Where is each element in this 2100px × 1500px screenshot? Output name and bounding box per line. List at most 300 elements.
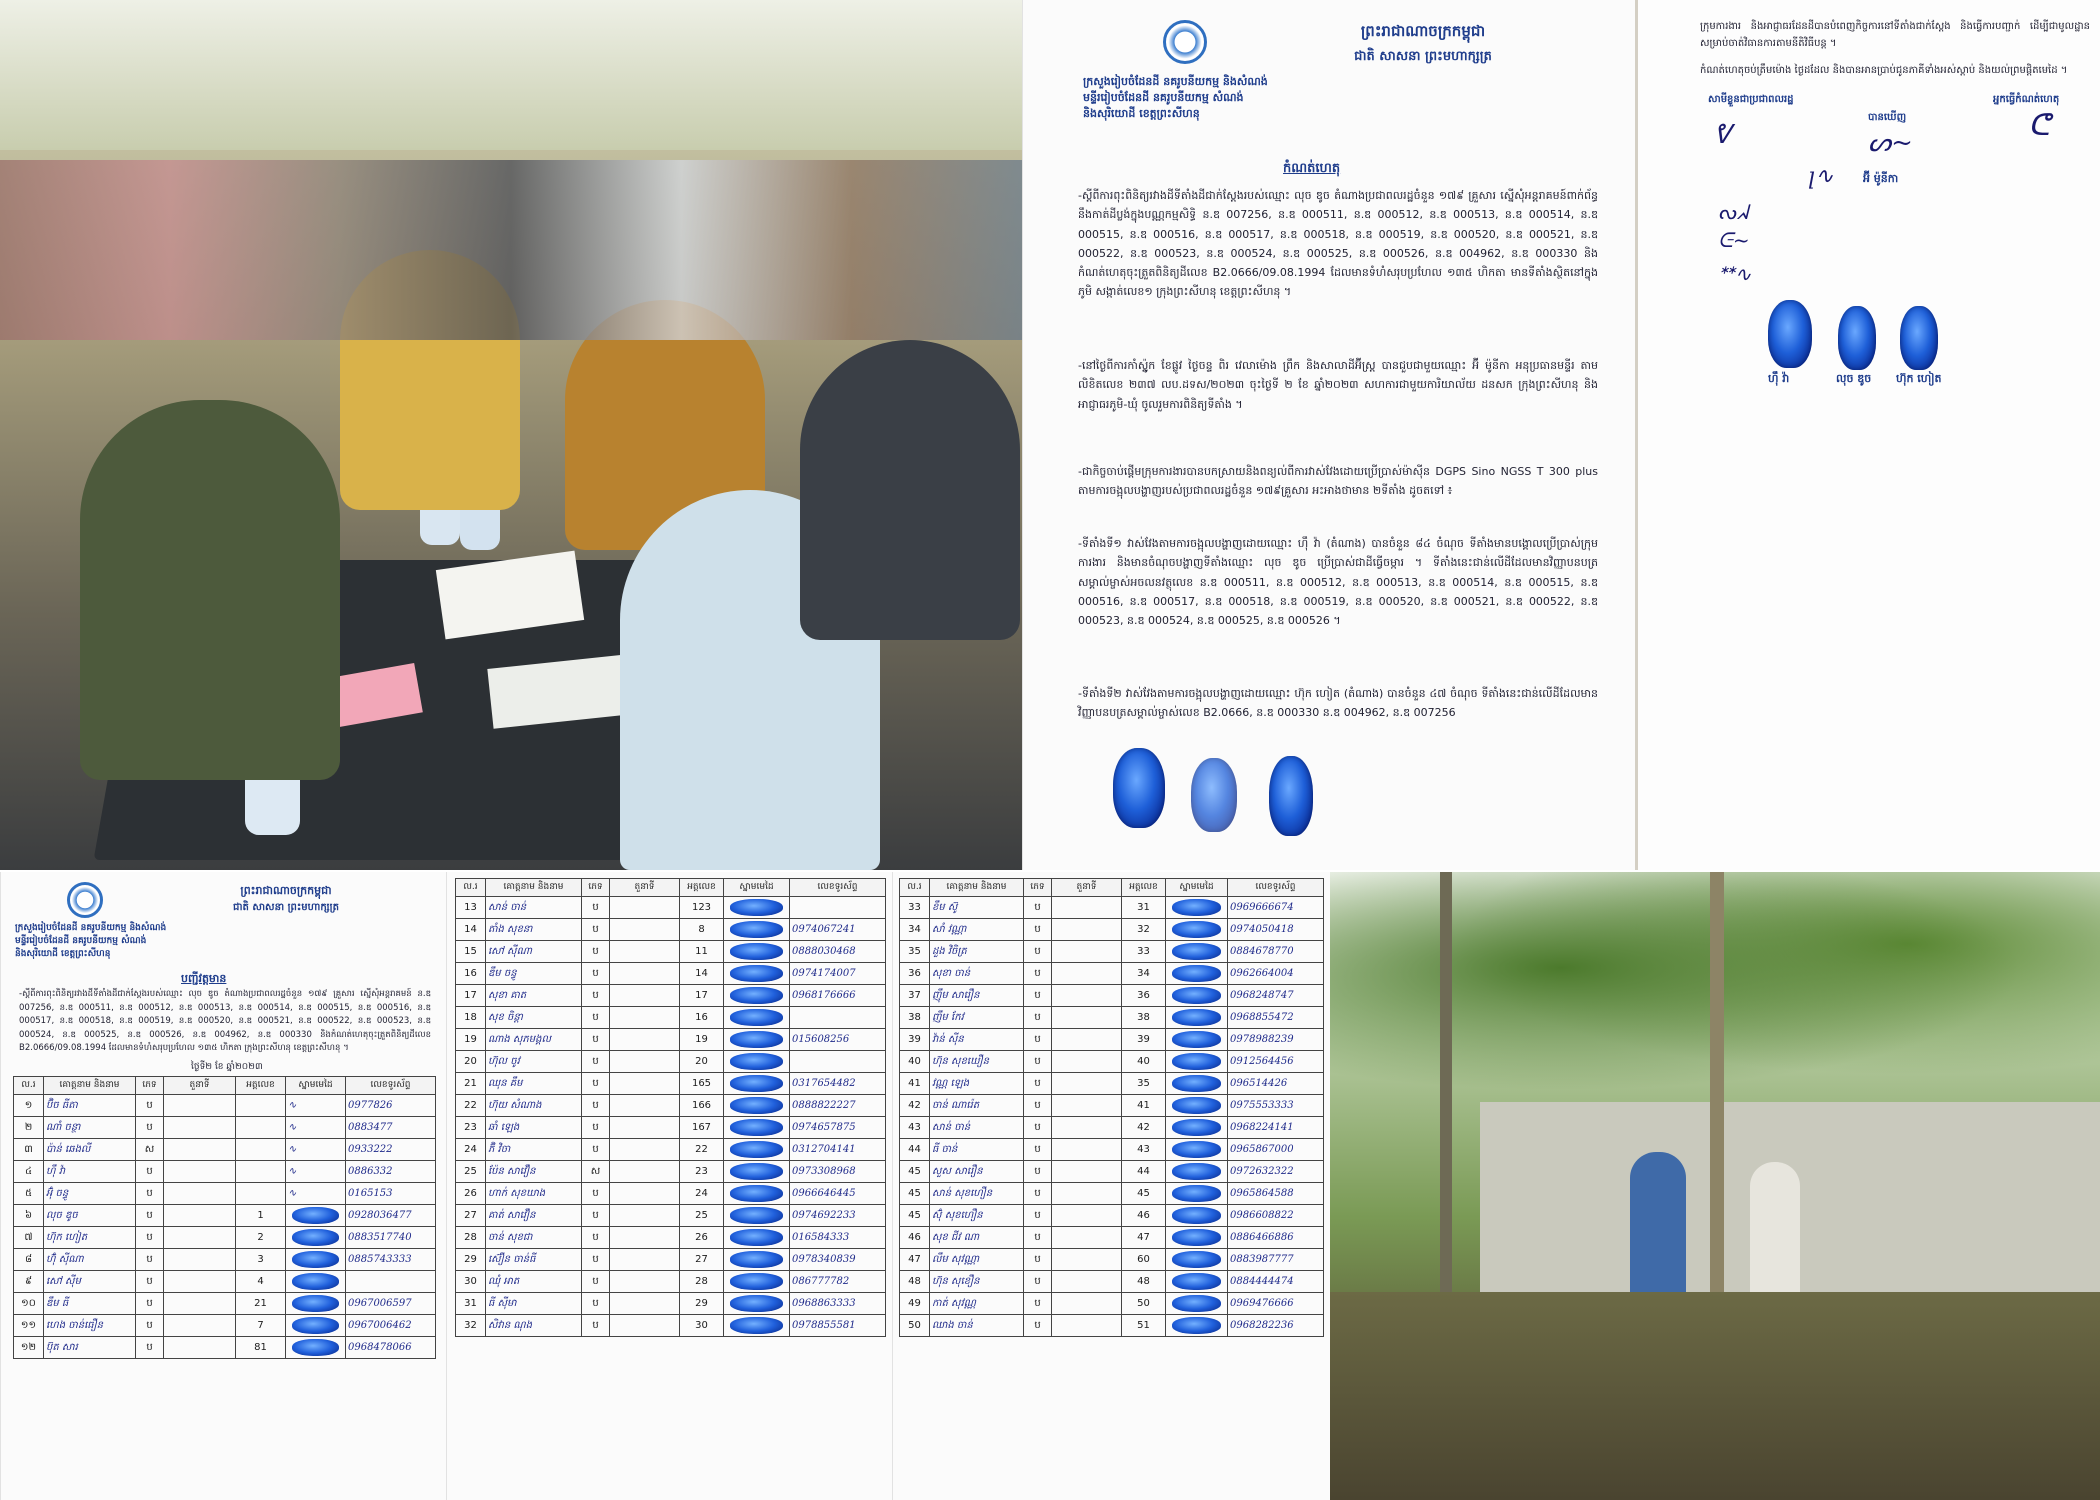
fingerprint-icon: [724, 1029, 790, 1051]
person-sex: ប: [582, 1095, 610, 1117]
kingdom-motto: ជាតិ សាសនា ព្រះមហាក្សត្រ: [1354, 49, 1492, 64]
person-role: [610, 1227, 680, 1249]
row-number: 40: [900, 1051, 930, 1073]
fingerprint-icon: [724, 1117, 790, 1139]
person-role: [1052, 1315, 1122, 1337]
letter-paragraph-1: -ស្ដីពីការពុះពិនិត្យរវាងដីទីតាំងដីជាក់ស្ដែងរបស់ឈ្មោះ លុច ឌូច តំណាងប្រជាពលរដ្ឋចំនួន ១៧៩ គ្រួសារ ស្នើសុំអន្តរាគមន៍ពាក់ព័ន្ធនឹងកាត់ដីប្លង់ក្នុងបណ្ណកម្មសិទ្ធិ ន.ឌ 007256, ន.ឌ 000511, ន.ឌ 000512, ន.ឌ 000513, ន.ឌ 000514, ន.ឌ 000515, ន.ឌ 000516, ន.ឌ 000517, ន.ឌ 000518, ន.ឌ 000519, ន.ឌ 000520, ន.ឌ 000521, ន.ឌ 000522, ន.ឌ 000523, ន.ឌ 000524, ន.ឌ 000525, ន.ឌ 000526, ន.ឌ 004962, ន.ឌ 000330 និង កំណត់ហេតុចុះត្រួតពិនិត្យដីលេខ B2.0666/09.08.1994 ដែលមានទំហំសរុបប្រហែល ១៣៥ ហិកតា មានទីតាំងស្ថិតនៅក្នុងភូមិ សង្កាត់លេខ១ ក្រុងព្រះសីហនុ ខេត្តព្រះសីហនុ ។: [1078, 189, 1598, 299]
kingdom-title: ព្រះរាជាណាចក្រកម្ពុជា: [1360, 22, 1486, 40]
person-name: ហ៊ឹ វ៉ា: [44, 1161, 136, 1183]
person-number: 35: [1122, 1073, 1166, 1095]
person-sex: ប: [582, 897, 610, 919]
table-row: [14, 1095, 436, 1117]
fingerprint-icon: [1166, 1315, 1228, 1337]
kingdom-motto: ជាតិ សាសនា ព្រះមហាក្សត្រ: [233, 902, 339, 913]
row-number: 13: [456, 897, 486, 919]
table-row: [456, 1073, 886, 1095]
ministry-logo-icon: [67, 882, 103, 918]
table-row: [900, 1007, 1324, 1029]
fingerprint-icon: [286, 1205, 346, 1227]
person-number: 7: [236, 1315, 286, 1337]
signature-page: [1635, 0, 2100, 870]
person-number: 17: [680, 985, 724, 1007]
photo-field-meeting: [0, 0, 1022, 870]
person-role: [1052, 1117, 1122, 1139]
row-number: 30: [456, 1271, 486, 1293]
table-row: [456, 985, 886, 1007]
person-sex: ប: [582, 1293, 610, 1315]
person-name: ខឹម ស៊ូ: [930, 897, 1024, 919]
table-row: [900, 1249, 1324, 1271]
person-number: 28: [680, 1271, 724, 1293]
fingerprint-icon: [1166, 1051, 1228, 1073]
person-role: [610, 1205, 680, 1227]
row-number: 15: [456, 941, 486, 963]
table-row: [456, 1315, 886, 1337]
column-header: ល.រ: [900, 879, 930, 897]
column-header: ភេទ: [582, 879, 610, 897]
person-name: ហ៊ុន សុខឿន: [930, 1271, 1024, 1293]
person-sex: ប: [582, 1205, 610, 1227]
person-name: ហេង ចាន់ធឿន: [44, 1315, 136, 1337]
fingerprint-icon: [724, 1249, 790, 1271]
photo-person-green-shirt: [80, 400, 340, 780]
person-sex: ប: [1024, 1315, 1052, 1337]
column-header: ស្នាមមេដៃ: [1166, 879, 1228, 897]
person-sex: ប: [1024, 1117, 1052, 1139]
ministry-logo-icon: [1163, 20, 1207, 64]
person-sex: ប: [1024, 1051, 1052, 1073]
table-row: [900, 1051, 1324, 1073]
row-number: ១១: [14, 1315, 44, 1337]
person-number: [236, 1161, 286, 1183]
table-row: [900, 1073, 1324, 1095]
person-number: 38: [1122, 1007, 1166, 1029]
column-header: ស្នាមមេដៃ: [724, 879, 790, 897]
row-number: 45: [900, 1183, 930, 1205]
table-row: [900, 897, 1324, 919]
row-number: 36: [900, 963, 930, 985]
person-name: ហ៊ុក ហៀត: [44, 1227, 136, 1249]
person-name: ហាក់ សុខឃាង: [486, 1183, 582, 1205]
phone-number: 0888822227: [790, 1095, 886, 1117]
photo-site-inspection: [1330, 872, 2100, 1500]
person-role: [1052, 1183, 1122, 1205]
phone-number: 0912564456: [1228, 1051, 1324, 1073]
person-name: សាន់ សុខហឿន: [930, 1183, 1024, 1205]
fingerprint-icon: [1166, 1073, 1228, 1095]
person-number: 50: [1122, 1293, 1166, 1315]
fingerprint-icon: [1113, 748, 1165, 828]
row-number: 21: [456, 1073, 486, 1095]
row-number: ៧: [14, 1227, 44, 1249]
row-number: 41: [900, 1073, 930, 1095]
row-number: 50: [900, 1315, 930, 1337]
table-row: [456, 1029, 886, 1051]
signature-mark: ∿: [286, 1117, 346, 1139]
person-role: [610, 897, 680, 919]
phone-number: 0978855581: [790, 1315, 886, 1337]
citizen-name: ហ៊ុក ហៀត: [1896, 372, 1942, 385]
phone-number: 0974067241: [790, 919, 886, 941]
fingerprint-icon: [286, 1337, 346, 1359]
person-number: 165: [680, 1073, 724, 1095]
fingerprint-icon: [1166, 1029, 1228, 1051]
person-number: 19: [680, 1029, 724, 1051]
signature-mark: ᕦ: [2028, 108, 2050, 143]
phone-number: 0969666674: [1228, 897, 1324, 919]
person-sex: ស: [136, 1139, 164, 1161]
person-role: [1052, 1161, 1122, 1183]
phone-number: 0967006462: [346, 1315, 436, 1337]
person-number: 41: [1122, 1095, 1166, 1117]
table-row: [900, 1161, 1324, 1183]
row-number: 20: [456, 1051, 486, 1073]
person-number: 167: [680, 1117, 724, 1139]
phone-number: 0968282236: [1228, 1315, 1324, 1337]
phone-number: [790, 1007, 886, 1029]
signature-mark: ᔓᖽ: [1718, 200, 1748, 224]
table-row: [14, 1227, 436, 1249]
phone-number: 0888030468: [790, 941, 886, 963]
person-number: 2: [236, 1227, 286, 1249]
person-name: ស៊ុំ សុខហឿន: [930, 1205, 1024, 1227]
person-name: សៅ ស៊ីម: [44, 1271, 136, 1293]
person-role: [164, 1293, 236, 1315]
fingerprint-icon: [1166, 1205, 1228, 1227]
person-sex: ប: [1024, 963, 1052, 985]
table-header-row: [456, 879, 886, 897]
person-role: [1052, 919, 1122, 941]
table-header-row: [900, 879, 1324, 897]
phone-number: 0974692233: [790, 1205, 886, 1227]
table-row: [456, 1293, 886, 1315]
person-sex: ប: [1024, 1227, 1052, 1249]
row-number: 18: [456, 1007, 486, 1029]
fingerprint-icon: [724, 1095, 790, 1117]
fingerprint-icon: [286, 1315, 346, 1337]
person-name: ញ៉ឹម សារឿន: [930, 985, 1024, 1007]
person-role: [610, 1183, 680, 1205]
phone-number: 0968224141: [1228, 1117, 1324, 1139]
fingerprint-icon: [286, 1293, 346, 1315]
ministry-name: ក្រសួងរៀបចំដែនដី នគរូបនីយកម្ម និងសំណង់: [1083, 75, 1268, 88]
person-number: 23: [680, 1161, 724, 1183]
person-number: 8: [680, 919, 724, 941]
closing-note-2: កំណត់ហេតុចប់ត្រឹមម៉ោង ថ្ងៃដដែល និងបានអានប្រាប់ជូនភាគីទាំងអស់ស្ដាប់ និងយល់ព្រមផ្ដិតមេដៃ ។: [1700, 65, 2068, 76]
person-role: [1052, 897, 1122, 919]
person-name: សៅ ស៊ីណា: [486, 941, 582, 963]
phone-number: 0977826: [346, 1095, 436, 1117]
signature-mark: ᔕ~: [1868, 128, 1913, 158]
phone-number: 0973308968: [790, 1161, 886, 1183]
person-name: សិវាន ណុង: [486, 1315, 582, 1337]
row-number: 43: [900, 1117, 930, 1139]
row-number: ៨: [14, 1249, 44, 1271]
row-number: ៤: [14, 1161, 44, 1183]
photo-crowd: [0, 160, 1022, 340]
fingerprint-icon: [724, 1007, 790, 1029]
person-number: 32: [1122, 919, 1166, 941]
person-number: 34: [1122, 963, 1166, 985]
table-row: [900, 1293, 1324, 1315]
table-row: [456, 1227, 886, 1249]
person-number: [236, 1183, 286, 1205]
person-sex: ប: [136, 1249, 164, 1271]
table-row: [456, 919, 886, 941]
row-number: 37: [900, 985, 930, 1007]
person-number: 14: [680, 963, 724, 985]
person-sex: ប: [582, 919, 610, 941]
table-row: [14, 1293, 436, 1315]
official-letter: [1022, 0, 1635, 870]
fingerprint-icon: [724, 1315, 790, 1337]
department-name: មន្ទីររៀបចំដែនដី នគរូបនីយកម្ម សំណង់: [1083, 90, 1244, 104]
person-number: [236, 1139, 286, 1161]
person-role: [610, 1117, 680, 1139]
row-number: 46: [900, 1227, 930, 1249]
person-name: លុច ឌូច: [44, 1205, 136, 1227]
person-sex: ប: [1024, 897, 1052, 919]
person-role: [610, 919, 680, 941]
table-row: [456, 1117, 886, 1139]
person-sex: ប: [136, 1271, 164, 1293]
person-number: [236, 1117, 286, 1139]
table-row: [14, 1249, 436, 1271]
fingerprint-icon: [1768, 300, 1812, 368]
fingerprint-icon: [1166, 941, 1228, 963]
person-role: [610, 963, 680, 985]
person-role: [610, 1271, 680, 1293]
phone-number: 015608256: [790, 1029, 886, 1051]
column-header: ស្នាមមេដៃ: [286, 1077, 346, 1095]
table-row: [900, 1205, 1324, 1227]
table-row: [14, 1139, 436, 1161]
photo-person-dark-jacket: [800, 340, 1020, 640]
phone-number: 0883987777: [1228, 1249, 1324, 1271]
table-row: [456, 1051, 886, 1073]
person-number: 3: [236, 1249, 286, 1271]
department-province: និងសុរិយោដី ខេត្តព្រះសីហនុ: [1083, 106, 1200, 120]
person-role: [1052, 1271, 1122, 1293]
phone-number: 0974174007: [790, 963, 886, 985]
person-role: [610, 1249, 680, 1271]
person-sex: ប: [1024, 985, 1052, 1007]
fingerprint-icon: [724, 963, 790, 985]
kingdom-title: ព្រះរាជាណាចក្រកម្ពុជា: [240, 884, 332, 897]
person-number: 26: [680, 1227, 724, 1249]
person-number: 81: [236, 1337, 286, 1359]
person-sex: ប: [1024, 1139, 1052, 1161]
person-role: [610, 1073, 680, 1095]
person-number: 30: [680, 1315, 724, 1337]
person-number: 44: [1122, 1161, 1166, 1183]
fingerprint-icon: [724, 897, 790, 919]
person-role: [610, 1315, 680, 1337]
person-name: ហ៊ុន សុខឃឿន: [930, 1051, 1024, 1073]
fingerprint-icon: [1166, 985, 1228, 1007]
person-number: 166: [680, 1095, 724, 1117]
fingerprint-icon: [1166, 1293, 1228, 1315]
person-number: 45: [1122, 1183, 1166, 1205]
table-row: [900, 941, 1324, 963]
letter-title: កំណត់ហេតុ: [1283, 161, 1341, 176]
person-role: [610, 1007, 680, 1029]
row-number: ១០: [14, 1293, 44, 1315]
person-name: ឈាង ចាន់: [930, 1315, 1024, 1337]
label-citizens: សាមីខ្លួនជាប្រជាពលរដ្ឋ: [1708, 94, 1794, 105]
person-sex: ប: [136, 1205, 164, 1227]
person-sex: ប: [1024, 941, 1052, 963]
person-name: អ៊ុំ ចន្ធូ: [44, 1183, 136, 1205]
person-name: ប៉ាន់ ឆេងលី: [44, 1139, 136, 1161]
person-number: 24: [680, 1183, 724, 1205]
person-sex: ប: [1024, 1029, 1052, 1051]
table-row: [14, 1161, 436, 1183]
person-sex: ប: [582, 1051, 610, 1073]
person-role: [610, 1095, 680, 1117]
row-number: ៩: [14, 1271, 44, 1293]
person-name: ប៊ិច ធីតា: [44, 1095, 136, 1117]
phone-number: 0965864588: [1228, 1183, 1324, 1205]
photo-undergrowth: [1330, 1292, 2100, 1500]
row-number: 39: [900, 1029, 930, 1051]
table-row: [456, 1139, 886, 1161]
person-role: [1052, 1293, 1122, 1315]
signature-mark: ∿: [286, 1139, 346, 1161]
row-number: 42: [900, 1095, 930, 1117]
table-row: [900, 919, 1324, 941]
phone-number: [346, 1271, 436, 1293]
person-role: [164, 1227, 236, 1249]
table-row: [14, 1205, 436, 1227]
phone-number: 0978988239: [1228, 1029, 1324, 1051]
fingerprint-icon: [724, 1183, 790, 1205]
person-role: [1052, 963, 1122, 985]
fingerprint-icon: [724, 1161, 790, 1183]
person-name: ធី ចាន់: [930, 1139, 1024, 1161]
person-number: 4: [236, 1271, 286, 1293]
person-sex: ប: [582, 985, 610, 1007]
person-number: 20: [680, 1051, 724, 1073]
row-number: 29: [456, 1249, 486, 1271]
person-name: ចាន់ ណារ៉េត: [930, 1095, 1024, 1117]
person-number: 36: [1122, 985, 1166, 1007]
fingerprint-icon: [286, 1227, 346, 1249]
phone-number: 0968478066: [346, 1337, 436, 1359]
person-number: 43: [1122, 1139, 1166, 1161]
attendance-table: [455, 878, 886, 1337]
phone-number: 0928036477: [346, 1205, 436, 1227]
signature-mark: ∿: [286, 1095, 346, 1117]
row-number: ៥: [14, 1183, 44, 1205]
fingerprint-icon: [724, 941, 790, 963]
person-name: ដួង វិចិត្រ: [930, 941, 1024, 963]
column-header: ភេទ: [136, 1077, 164, 1095]
table-row: [456, 941, 886, 963]
phone-number: 0974657875: [790, 1117, 886, 1139]
phone-number: 0885743333: [346, 1249, 436, 1271]
table-header-row: [14, 1077, 436, 1095]
row-number: ១: [14, 1095, 44, 1117]
table-row: [900, 1271, 1324, 1293]
fingerprint-icon: [724, 1293, 790, 1315]
phone-number: 0883477: [346, 1117, 436, 1139]
person-sex: ប: [136, 1293, 164, 1315]
person-role: [1052, 1205, 1122, 1227]
person-sex: ប: [136, 1183, 164, 1205]
phone-number: 0972632322: [1228, 1161, 1324, 1183]
phone-number: 0317654482: [790, 1073, 886, 1095]
phone-number: 0965867000: [1228, 1139, 1324, 1161]
attendance-sheet-3: [892, 872, 1330, 1500]
ministry-header: [15, 922, 245, 961]
person-sex: ប: [582, 1271, 610, 1293]
row-number: 34: [900, 919, 930, 941]
row-number: 31: [456, 1293, 486, 1315]
person-sex: ប: [582, 963, 610, 985]
signature-mark: ꞁ∿: [1808, 164, 1834, 189]
person-name: វណ្ណ ឡេង: [930, 1073, 1024, 1095]
attendance-table: [899, 878, 1324, 1337]
phone-number: 096514426: [1228, 1073, 1324, 1095]
phone-number: [790, 897, 886, 919]
person-name: តាំង សុខនា: [486, 919, 582, 941]
row-number: 28: [456, 1227, 486, 1249]
fingerprint-icon: [724, 1139, 790, 1161]
person-role: [610, 1293, 680, 1315]
row-number: 24: [456, 1139, 486, 1161]
person-number: 11: [680, 941, 724, 963]
person-name: ណាង សុភមង្គល: [486, 1029, 582, 1051]
person-sex: ប: [582, 1029, 610, 1051]
table-row: [456, 1205, 886, 1227]
signature-mark: ∿: [286, 1161, 346, 1183]
person-number: [236, 1095, 286, 1117]
fingerprint-icon: [1838, 306, 1876, 370]
person-number: 31: [1122, 897, 1166, 919]
fingerprint-icon: [1166, 1249, 1228, 1271]
letter-paragraph-2: -នៅថ្ងៃពីការកាំស្ដ៉ូក ខែផ្លូវ ថ្ងៃចន្ទ ពិរ វេលាម៉ោង ព្រឹក និងសាលាដីអ៊ីស្ត្រ បានជួបជាមួយឈ្មោះ អ៊ី ម៉ូនីកា អនុប្រធានមន្ទីរ តាមលិខិតលេខ ២៣៧ លប.ដទស/២០២៣ ចុះថ្ងៃទី ២ ខែ ឆ្នាំ២០២៣ សហការជាមួយការិយាល័យ ដនសក ក្រុងព្រះសីហនុ និងអាជ្ញាធរភូមិ-ឃុំ ចូលរួមការពិនិត្យទីតាំង ។: [1078, 359, 1598, 411]
person-number: 51: [1122, 1315, 1166, 1337]
person-role: [1052, 941, 1122, 963]
person-number: 60: [1122, 1249, 1166, 1271]
table-row: [900, 1095, 1324, 1117]
fingerprint-icon: [1166, 1227, 1228, 1249]
person-role: [1052, 1095, 1122, 1117]
person-sex: ប: [136, 1095, 164, 1117]
phone-number: 016584333: [790, 1227, 886, 1249]
person-sex: ប: [1024, 1161, 1052, 1183]
table-row: [456, 897, 886, 919]
attendance-date: ថ្ងៃទី២ ខែ ឆ្នាំ២០២៣: [191, 1062, 263, 1072]
row-number: 14: [456, 919, 486, 941]
person-name: ធី ស៊ីមា: [486, 1293, 582, 1315]
person-sex: ប: [582, 1139, 610, 1161]
column-header: តួនាទី: [164, 1077, 236, 1095]
row-number: 45: [900, 1205, 930, 1227]
letter-paragraph-4: -ទីតាំងទី១ វាស់វែងតាមការចង្អុលបង្ហាញដោយឈ្មោះ ហ៊ឹ វ៉ា (តំណាង) បានចំនួន ៨៤ ចំណុច ទីតាំងមានបង្គោលប្រើប្រាស់ក្រុមការងារ និងមានចំណុចបង្ហាញទីតាំងឈ្មោះ លុច ឌូច ប្រើប្រាស់ជាដីធ្វើចម្ការ ។ ទីតាំងនេះជាន់លើដីដែលមានវិញ្ញាបនបត្រសម្គាល់ម្ចាស់អចលនវត្ថុលេខ ន.ឌ 000511, ន.ឌ 000512, ន.ឌ 000513, ន.ឌ 000514, ន.ឌ 000515, ន.ឌ 000516, ន.ឌ 000517, ន.ឌ 000518, ន.ឌ 000519, ន.ឌ 000520, ន.ឌ 000521, ន.ឌ 000522, ន.ឌ 000523, ន.ឌ 000524, ន.ឌ 000525, ន.ឌ 000526 ។: [1078, 537, 1598, 627]
person-name: ប៉ែន សាវឿន: [486, 1161, 582, 1183]
person-sex: ប: [1024, 1183, 1052, 1205]
phone-number: 0968176666: [790, 985, 886, 1007]
person-name: សុខា ចាន់: [930, 963, 1024, 985]
row-number: 47: [900, 1249, 930, 1271]
person-sex: ប: [1024, 1073, 1052, 1095]
fingerprint-icon: [1166, 1183, 1228, 1205]
fingerprint-icon: [1191, 758, 1237, 832]
person-sex: ប: [582, 1007, 610, 1029]
row-number: 48: [900, 1271, 930, 1293]
